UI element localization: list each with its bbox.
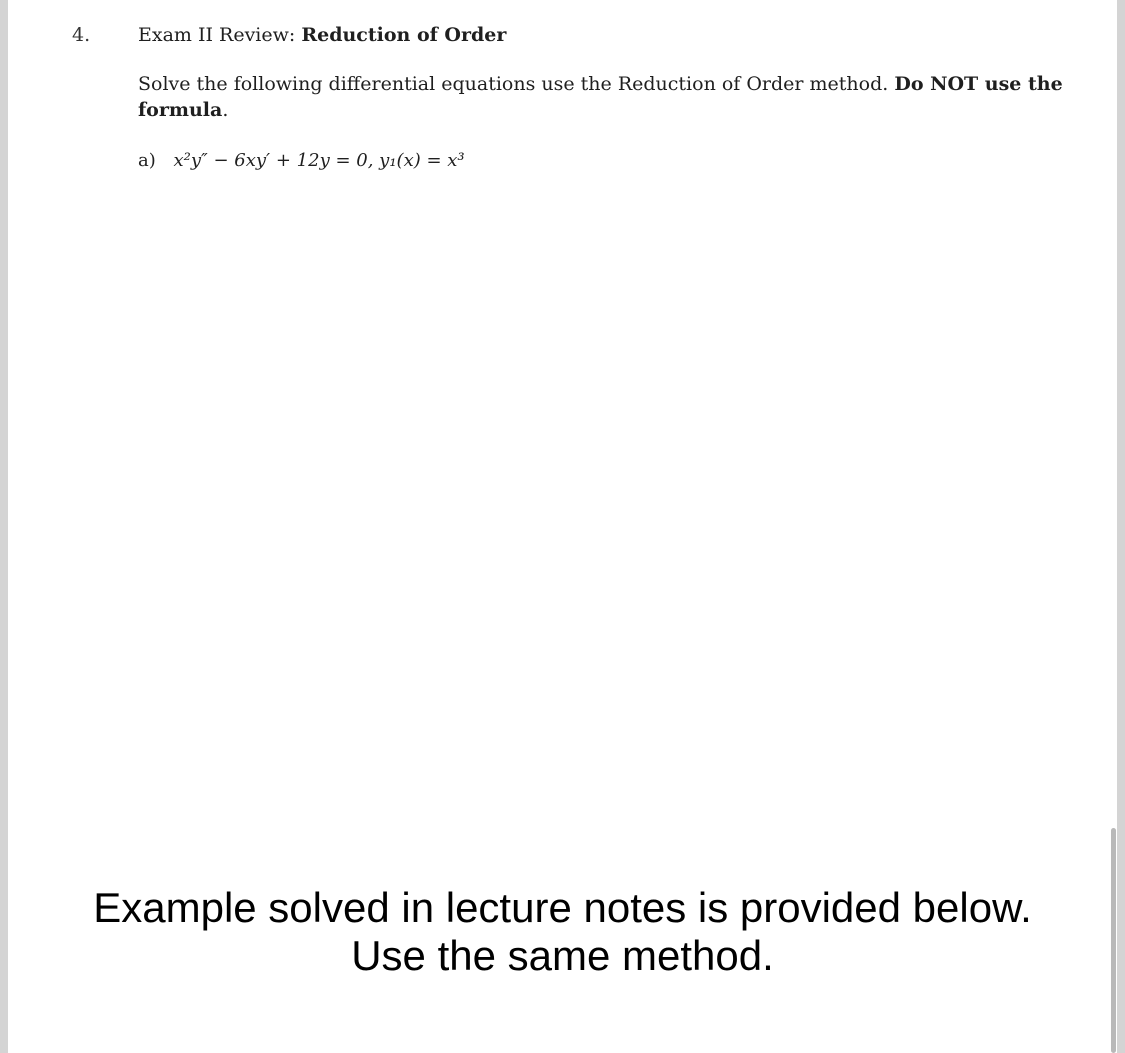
scrollbar-thumb[interactable]: [1111, 828, 1116, 1053]
lecture-note: [8, 884, 1117, 980]
instruction-warning: Do NOT use the: [894, 73, 1063, 95]
question-heading: [138, 24, 506, 46]
instruction-text: Solve the following differential equations use the Reduction of Order method.: [138, 73, 895, 95]
instruction-warning-cont: formula: [138, 99, 223, 121]
instruction-period: .: [222, 99, 229, 121]
question-number: 4.: [72, 24, 91, 46]
instruction-line-2: [138, 99, 228, 121]
instruction-line-1: [138, 73, 1063, 95]
part-equation: x²y″ − 6xy′ + 12y = 0, y₁(x) = x³: [173, 150, 465, 171]
document-page: [8, 0, 1117, 1053]
part-a: [138, 150, 465, 171]
heading-topic: Reduction of Order: [301, 24, 507, 46]
part-label: a): [138, 150, 156, 171]
heading-prefix: Exam II Review:: [138, 24, 302, 46]
note-line-2: Use the same method.: [351, 932, 774, 979]
note-line-1: Example solved in lecture notes is provided below.: [93, 884, 1032, 931]
page-margin: [1117, 0, 1125, 1053]
